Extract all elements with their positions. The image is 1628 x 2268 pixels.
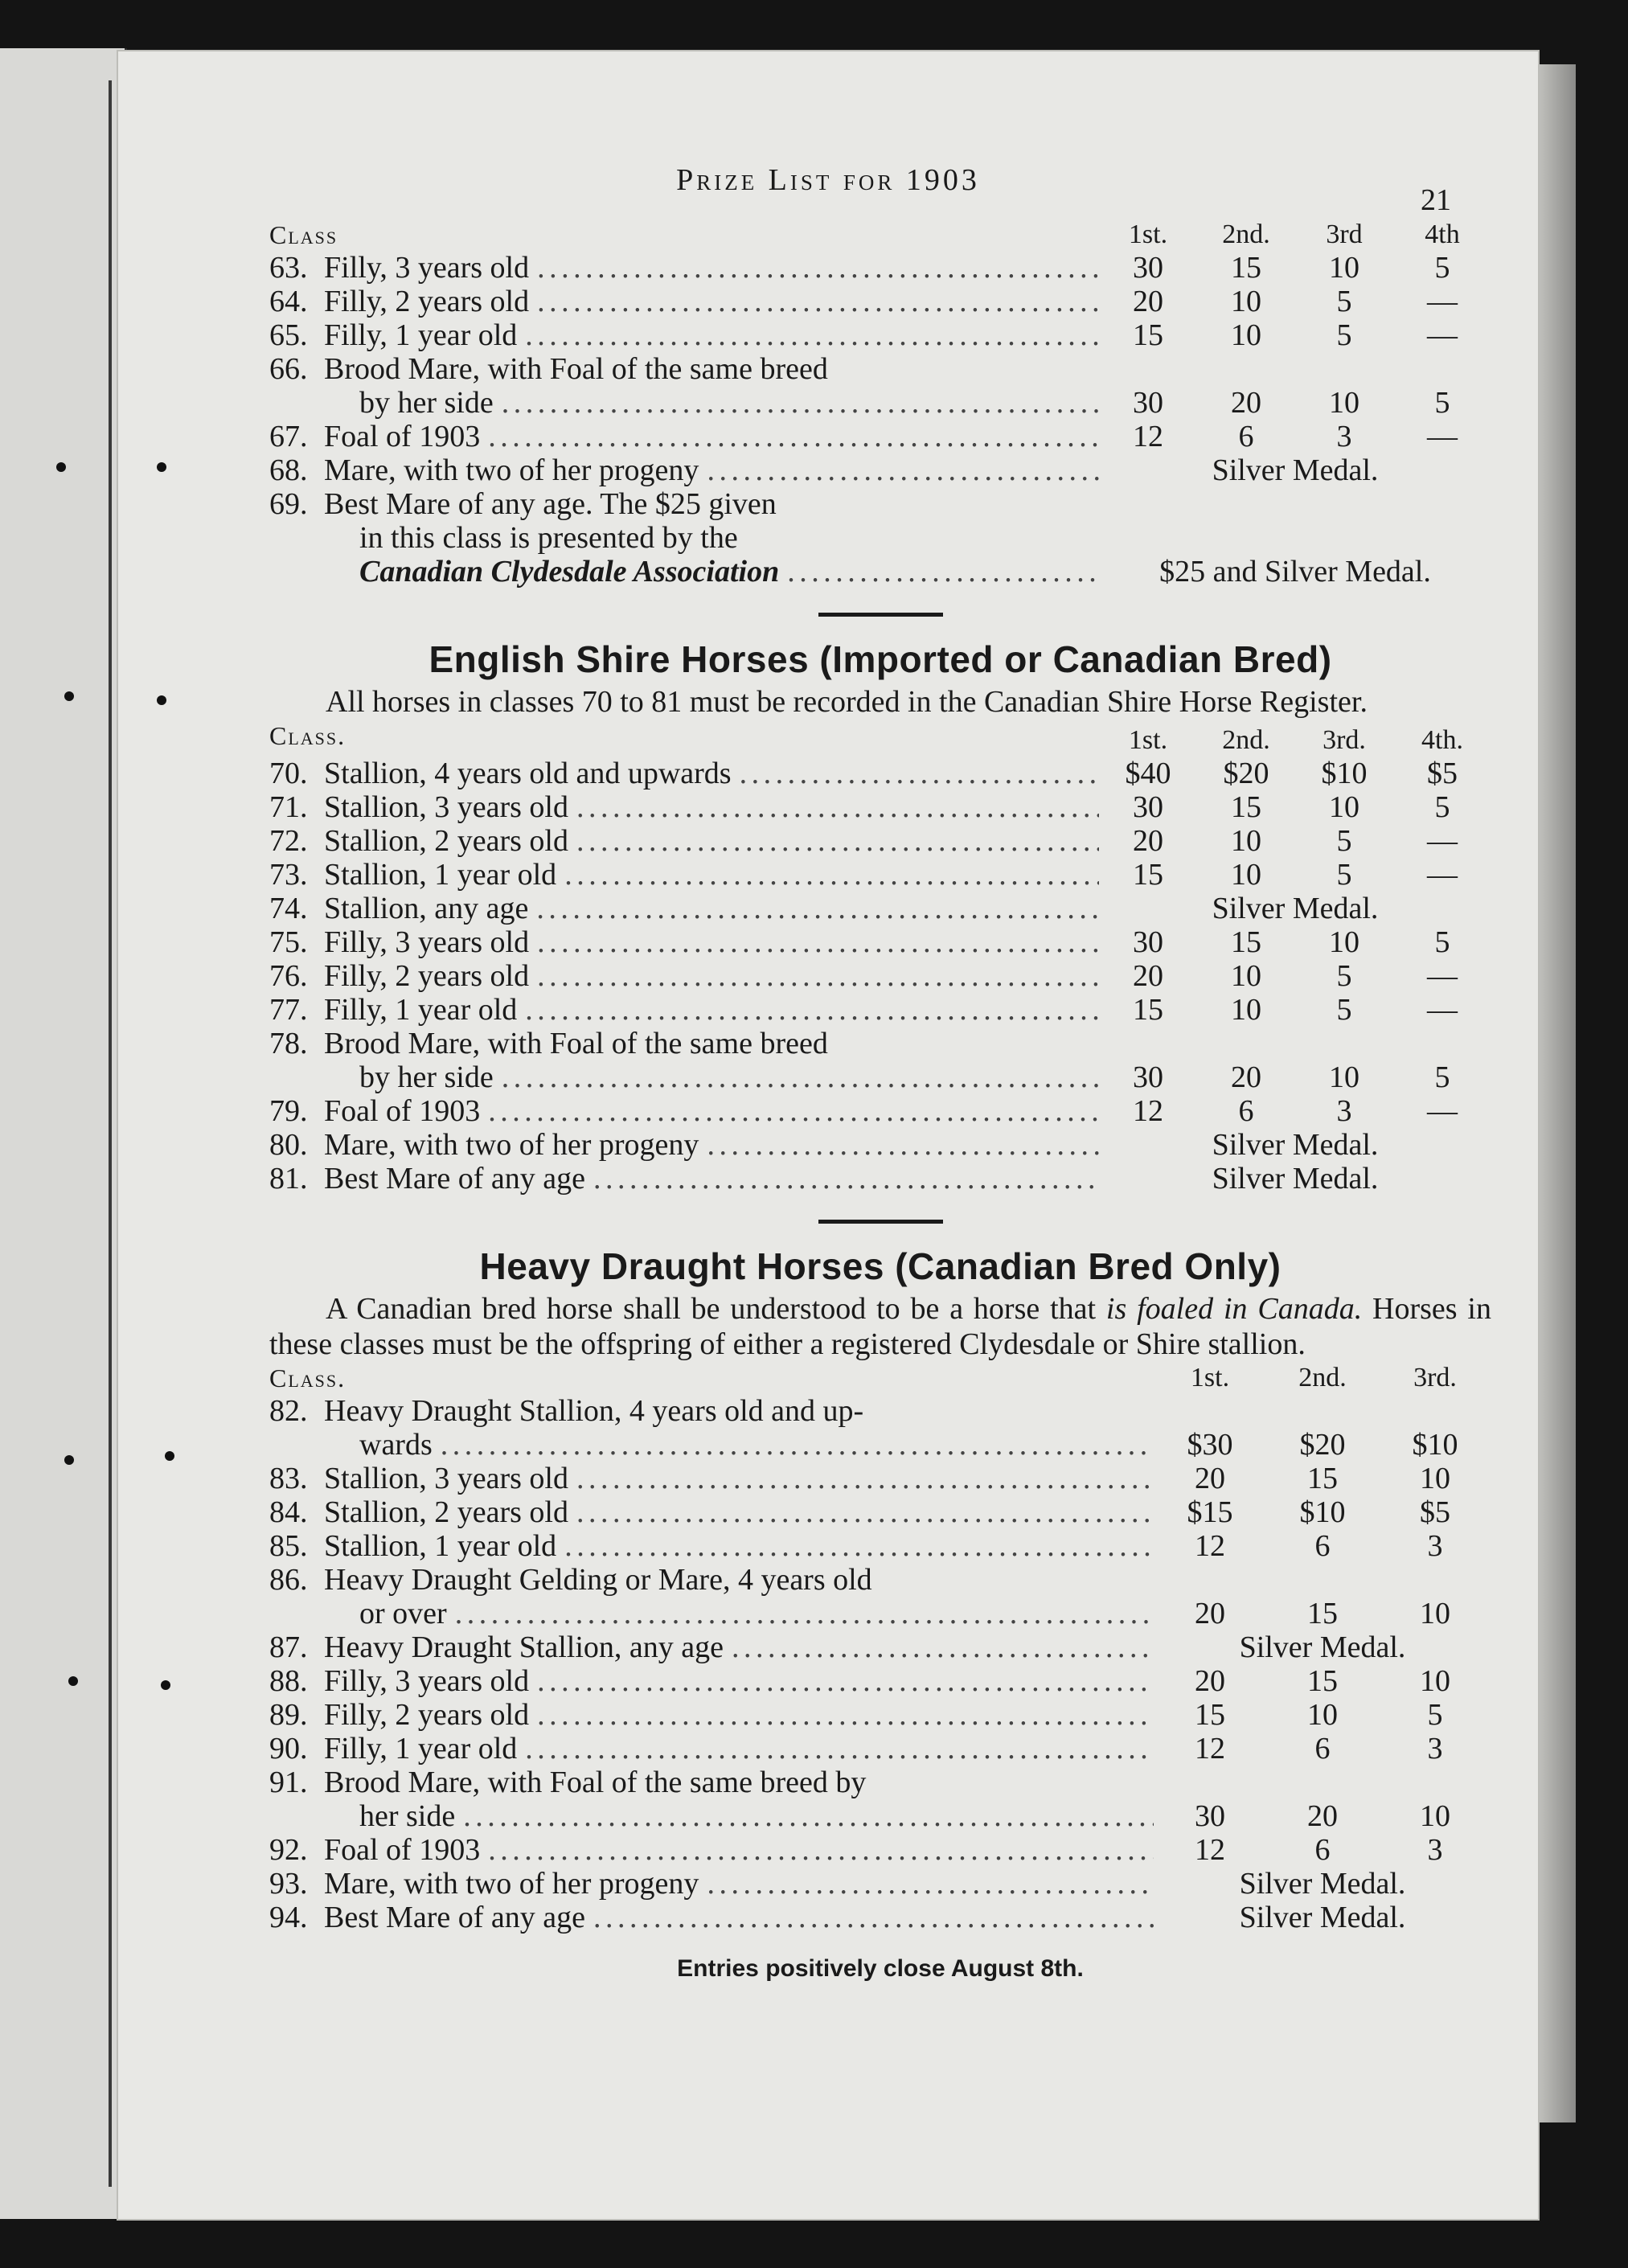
col-4th: 4th xyxy=(1425,219,1460,249)
table-row xyxy=(269,453,1491,487)
table-row xyxy=(269,1766,1491,1799)
prize-4th: — xyxy=(1427,858,1458,892)
class-desc: Filly, 1 year old . . . xyxy=(324,993,1099,1027)
class-number: 93. xyxy=(269,1867,308,1901)
prize-4th: 5 xyxy=(1434,251,1450,285)
class-number: 87. xyxy=(269,1630,308,1664)
prize-4th: 5 xyxy=(1434,925,1450,959)
page-content xyxy=(269,219,1491,1983)
class-desc-cont: by her side . . . xyxy=(324,386,1099,420)
class-desc: Filly, 3 years old . . . xyxy=(324,925,1099,959)
class-number: 74. xyxy=(269,892,308,925)
class-desc: Filly, 3 years old . . . xyxy=(324,251,1099,285)
prize-3rd: 10 xyxy=(1329,1060,1359,1094)
section-intro: All horses in classes 70 to 81 must be recorded in the Canadian Shire Horse Register. xyxy=(326,685,1368,719)
prize-2nd: 10 xyxy=(1307,1698,1338,1732)
table-row xyxy=(269,1529,1491,1563)
prize-3rd: 10 xyxy=(1329,925,1359,959)
prize-1st: 30 xyxy=(1133,251,1163,285)
class-desc-cont: or over . . . xyxy=(324,1597,1154,1630)
class-desc: Stallion, 1 year old . . . xyxy=(324,858,1099,892)
class-desc: Filly, 2 years old . . . xyxy=(324,285,1099,318)
section-title: English Shire Horses (Imported or Canadian Bred) xyxy=(429,638,1332,680)
prize-3rd: 10 xyxy=(1420,1462,1450,1495)
section-divider xyxy=(818,1220,943,1224)
draught-section xyxy=(269,1245,1491,1934)
spine-line xyxy=(109,80,112,2187)
table-row xyxy=(269,487,1491,521)
prize-3rd: 5 xyxy=(1427,1698,1443,1732)
table-row-continuation xyxy=(269,555,1491,589)
scan-speck xyxy=(56,462,66,472)
prize-3rd: $5 xyxy=(1420,1495,1450,1529)
class-number: 73. xyxy=(269,858,308,892)
class-desc-cont: wards . . . xyxy=(324,1428,1154,1462)
prize-4th: 5 xyxy=(1434,386,1450,420)
class-number: 89. xyxy=(269,1698,308,1732)
table-row xyxy=(269,1698,1491,1732)
table-row xyxy=(269,1901,1491,1934)
prize-4th: 5 xyxy=(1434,1060,1450,1094)
prize-1st: 20 xyxy=(1195,1664,1225,1698)
table-row xyxy=(269,858,1491,892)
prize-1st: 15 xyxy=(1133,318,1163,352)
prize-1st: 12 xyxy=(1195,1529,1225,1563)
table-row-continuation xyxy=(269,1428,1491,1462)
class-number: 78. xyxy=(269,1027,308,1060)
prize-3rd: 3 xyxy=(1427,1529,1443,1563)
award: Silver Medal. xyxy=(1212,1128,1379,1162)
class-label: Class xyxy=(269,220,338,249)
table-row xyxy=(269,318,1491,352)
prize-1st: 12 xyxy=(1133,420,1163,453)
class-label: Class. xyxy=(269,721,347,750)
prize-1st: 12 xyxy=(1195,1833,1225,1867)
prize-2nd: 15 xyxy=(1231,251,1261,285)
prize-1st: 20 xyxy=(1133,959,1163,993)
prize-2nd: 15 xyxy=(1231,790,1261,824)
prize-1st: $30 xyxy=(1187,1428,1233,1462)
table-row xyxy=(269,1162,1491,1196)
table-row xyxy=(269,285,1491,318)
table-row xyxy=(269,1495,1491,1529)
class-number: 68. xyxy=(269,453,308,487)
prize-1st: 15 xyxy=(1133,993,1163,1027)
prize-2nd: $20 xyxy=(1223,757,1269,790)
prize-4th: — xyxy=(1427,959,1458,993)
col-3rd: 3rd. xyxy=(1413,1363,1457,1392)
class-number: 94. xyxy=(269,1901,308,1934)
table-row xyxy=(269,959,1491,993)
class-desc: Foal of 1903 . . . xyxy=(324,420,1099,453)
prize-3rd: 10 xyxy=(1420,1799,1450,1833)
page-number: 21 xyxy=(1421,183,1451,217)
col-3rd: 3rd xyxy=(1326,219,1363,249)
table-row-continuation xyxy=(269,1060,1491,1094)
class-desc: Foal of 1903 . . . xyxy=(324,1094,1099,1128)
class-desc: Best Mare of any age . . . xyxy=(324,1901,1154,1934)
class-number: 67. xyxy=(269,420,308,453)
table-row xyxy=(269,352,1491,386)
prize-3rd: 5 xyxy=(1336,318,1352,352)
prize-1st: 30 xyxy=(1133,1060,1163,1094)
table-row xyxy=(269,1128,1491,1162)
table-row xyxy=(269,1394,1491,1428)
prize-2nd: 10 xyxy=(1231,858,1261,892)
class-number: 84. xyxy=(269,1495,308,1529)
prize-2nd: 10 xyxy=(1231,318,1261,352)
award: Silver Medal. xyxy=(1212,1162,1379,1196)
prize-2nd: 15 xyxy=(1307,1664,1338,1698)
prize-2nd: 20 xyxy=(1307,1799,1338,1833)
prize-3rd: 10 xyxy=(1329,790,1359,824)
class-desc-cont: by her side . . . xyxy=(324,1060,1099,1094)
class-number: 77. xyxy=(269,993,308,1027)
class-desc: Stallion, 2 years old . . . xyxy=(324,1495,1154,1529)
col-4th: 4th. xyxy=(1421,725,1463,755)
table-row xyxy=(269,1094,1491,1128)
prize-2nd: 6 xyxy=(1314,1833,1331,1867)
prize-2nd: $20 xyxy=(1299,1428,1346,1462)
class-number: 82. xyxy=(269,1394,308,1428)
col-2nd: 2nd. xyxy=(1222,725,1270,755)
class-number: 76. xyxy=(269,959,308,993)
prize-1st: 12 xyxy=(1133,1094,1163,1128)
class-number: 69. xyxy=(269,487,308,521)
prize-3rd: 10 xyxy=(1329,386,1359,420)
footer-note: Entries positively close August 8th. xyxy=(677,1955,1084,1982)
prize-1st: 20 xyxy=(1195,1597,1225,1630)
class-desc: Filly, 2 years old . . . xyxy=(324,1698,1154,1732)
prize-4th: $5 xyxy=(1427,757,1458,790)
prize-4th: 5 xyxy=(1434,790,1450,824)
table-row xyxy=(269,757,1491,790)
table-row xyxy=(269,925,1491,959)
class-number: 85. xyxy=(269,1529,308,1563)
class-desc: Filly, 1 year old . . . xyxy=(324,1732,1154,1766)
prize-1st: 20 xyxy=(1133,824,1163,858)
prize-1st: 12 xyxy=(1195,1732,1225,1766)
table-row xyxy=(269,993,1491,1027)
prize-4th: — xyxy=(1427,824,1458,858)
class-desc: Filly, 1 year old . . . xyxy=(324,318,1099,352)
clydesdale-section xyxy=(269,219,1491,589)
prize-4th: — xyxy=(1427,285,1458,318)
scan-speck xyxy=(64,691,74,701)
prize-column-headers xyxy=(269,1362,1491,1394)
class-desc: Stallion, 1 year old . . . xyxy=(324,1529,1154,1563)
class-number: 88. xyxy=(269,1664,308,1698)
prize-2nd: 15 xyxy=(1307,1462,1338,1495)
class-desc: Mare, with two of her progeny . . . xyxy=(324,1128,1099,1162)
table-row-continuation xyxy=(269,1799,1491,1833)
class-number: 81. xyxy=(269,1162,308,1196)
prize-1st: 30 xyxy=(1133,925,1163,959)
prize-2nd: 10 xyxy=(1231,824,1261,858)
award: Silver Medal. xyxy=(1212,892,1379,925)
class-desc: Best Mare of any age . . . xyxy=(324,1162,1099,1196)
scan-speck xyxy=(161,1680,170,1690)
table-row-continuation xyxy=(269,386,1491,420)
prize-2nd: 10 xyxy=(1231,993,1261,1027)
prize-1st: 20 xyxy=(1195,1462,1225,1495)
prize-column-headers xyxy=(269,724,1491,757)
class-number: 92. xyxy=(269,1833,308,1867)
prize-3rd: 3 xyxy=(1427,1732,1443,1766)
table-row xyxy=(269,892,1491,925)
prize-1st: $15 xyxy=(1187,1495,1233,1529)
page-header: Prize List for 1903 xyxy=(676,163,980,197)
class-number: 70. xyxy=(269,757,308,790)
prize-3rd: 10 xyxy=(1420,1597,1450,1630)
class-label: Class. xyxy=(269,1364,347,1392)
prize-3rd: $10 xyxy=(1321,757,1368,790)
prize-2nd: 15 xyxy=(1307,1597,1338,1630)
prize-2nd: 6 xyxy=(1314,1529,1331,1563)
scan-speck xyxy=(157,462,166,472)
prize-column-headers xyxy=(269,219,1491,251)
prize-4th: — xyxy=(1427,993,1458,1027)
table-row xyxy=(269,1732,1491,1766)
prize-3rd: 3 xyxy=(1336,420,1352,453)
class-number: 71. xyxy=(269,790,308,824)
class-desc: Stallion, 4 years old and upwards . . . xyxy=(324,757,1099,790)
class-desc: Heavy Draught Stallion, any age . . . xyxy=(324,1630,1154,1664)
prize-1st: 15 xyxy=(1133,858,1163,892)
table-row xyxy=(269,1462,1491,1495)
table-row xyxy=(269,1027,1491,1060)
class-desc: Foal of 1903 . . . xyxy=(324,1833,1154,1867)
class-desc: Filly, 3 years old . . . xyxy=(324,1664,1154,1698)
col-3rd: 3rd. xyxy=(1322,725,1366,755)
class-desc: Best Mare of any age. The $25 given xyxy=(324,487,777,521)
class-desc: Brood Mare, with Foal of the same breed by xyxy=(324,1766,867,1799)
left-page-edge xyxy=(0,48,127,2219)
award: Silver Medal. xyxy=(1239,1867,1406,1901)
class-desc: Mare, with two of her progeny . . . xyxy=(324,453,1099,487)
class-desc-cont: Canadian Clydesdale Association . . . xyxy=(324,555,1099,589)
table-row xyxy=(269,420,1491,453)
table-row xyxy=(269,1867,1491,1901)
table-row xyxy=(269,1664,1491,1698)
col-1st: 1st. xyxy=(1128,725,1168,755)
class-desc: Filly, 2 years old . . . xyxy=(324,959,1099,993)
table-row xyxy=(269,1833,1491,1867)
award: $25 and Silver Medal. xyxy=(1159,555,1431,589)
prize-2nd: 20 xyxy=(1231,386,1261,420)
prize-3rd: 5 xyxy=(1336,993,1352,1027)
prize-1st: 30 xyxy=(1195,1799,1225,1833)
col-1st: 1st. xyxy=(1128,219,1168,249)
prize-1st: $40 xyxy=(1125,757,1171,790)
class-number: 65. xyxy=(269,318,308,352)
class-desc: Mare, with two of her progeny . . . xyxy=(324,1867,1154,1901)
prize-2nd: 6 xyxy=(1238,420,1254,453)
table-row-continuation xyxy=(269,1597,1491,1630)
award: Silver Medal. xyxy=(1212,453,1379,487)
prize-3rd: 5 xyxy=(1336,285,1352,318)
class-desc: Stallion, 3 years old . . . xyxy=(324,1462,1154,1495)
class-number: 79. xyxy=(269,1094,308,1128)
prize-2nd: 20 xyxy=(1231,1060,1261,1094)
document-page xyxy=(117,50,1540,2221)
prize-3rd: 3 xyxy=(1427,1833,1443,1867)
class-desc: Brood Mare, with Foal of the same breed xyxy=(324,1027,828,1060)
right-page-edge xyxy=(1540,64,1576,2122)
class-number: 83. xyxy=(269,1462,308,1495)
prize-3rd: 3 xyxy=(1336,1094,1352,1128)
prize-2nd: $10 xyxy=(1299,1495,1346,1529)
class-number: 64. xyxy=(269,285,308,318)
class-number: 63. xyxy=(269,251,308,285)
prize-2nd: 6 xyxy=(1314,1732,1331,1766)
prize-1st: 15 xyxy=(1195,1698,1225,1732)
class-desc: Stallion, 3 years old . . . xyxy=(324,790,1099,824)
prize-4th: — xyxy=(1427,318,1458,352)
table-row xyxy=(269,790,1491,824)
table-row xyxy=(269,1630,1491,1664)
class-desc: Stallion, any age . . . xyxy=(324,892,1099,925)
class-number: 75. xyxy=(269,925,308,959)
section-intro: A Canadian bred horse shall be understood to be a horse that is foaled in Canada. Horses in these classes must be the offspring of either a registered Clydesdale or Shire stallion. xyxy=(269,1292,1491,1361)
award: Silver Medal. xyxy=(1239,1630,1406,1664)
scan-speck xyxy=(157,695,166,705)
table-row-continuation xyxy=(269,521,1491,555)
table-row xyxy=(269,824,1491,858)
prize-3rd: 5 xyxy=(1336,824,1352,858)
section-title: Heavy Draught Horses (Canadian Bred Only) xyxy=(479,1245,1281,1287)
class-number: 80. xyxy=(269,1128,308,1162)
prize-1st: 30 xyxy=(1133,386,1163,420)
col-1st: 1st. xyxy=(1190,1363,1230,1392)
class-number: 66. xyxy=(269,352,308,386)
prize-3rd: 10 xyxy=(1329,251,1359,285)
prize-4th: — xyxy=(1427,1094,1458,1128)
class-desc: Brood Mare, with Foal of the same breed xyxy=(324,352,828,386)
prize-2nd: 10 xyxy=(1231,285,1261,318)
col-2nd: 2nd. xyxy=(1298,1363,1347,1392)
class-number: 90. xyxy=(269,1732,308,1766)
prize-3rd: 5 xyxy=(1336,959,1352,993)
class-desc-cont: in this class is presented by the xyxy=(359,521,738,555)
class-desc-cont: her side . . . xyxy=(324,1799,1154,1833)
scan-speck xyxy=(165,1451,174,1461)
prize-4th: — xyxy=(1427,420,1458,453)
class-number: 86. xyxy=(269,1563,308,1597)
prize-3rd: 5 xyxy=(1336,858,1352,892)
col-2nd: 2nd. xyxy=(1222,219,1270,249)
prize-2nd: 15 xyxy=(1231,925,1261,959)
prize-3rd: 10 xyxy=(1420,1664,1450,1698)
prize-2nd: 10 xyxy=(1231,959,1261,993)
class-desc: Heavy Draught Gelding or Mare, 4 years old xyxy=(324,1563,872,1597)
prize-1st: 30 xyxy=(1133,790,1163,824)
prize-1st: 20 xyxy=(1133,285,1163,318)
prize-2nd: 6 xyxy=(1238,1094,1254,1128)
class-number: 91. xyxy=(269,1766,308,1799)
table-row xyxy=(269,251,1491,285)
class-desc: Heavy Draught Stallion, 4 years old and up- xyxy=(324,1394,864,1428)
prize-3rd: $10 xyxy=(1412,1428,1458,1462)
scan-speck xyxy=(68,1676,78,1686)
scan-speck xyxy=(64,1455,74,1465)
section-divider xyxy=(818,613,943,617)
table-row xyxy=(269,1563,1491,1597)
class-number: 72. xyxy=(269,824,308,858)
class-desc: Stallion, 2 years old . . . xyxy=(324,824,1099,858)
shire-section xyxy=(269,638,1491,1196)
award: Silver Medal. xyxy=(1239,1901,1406,1934)
